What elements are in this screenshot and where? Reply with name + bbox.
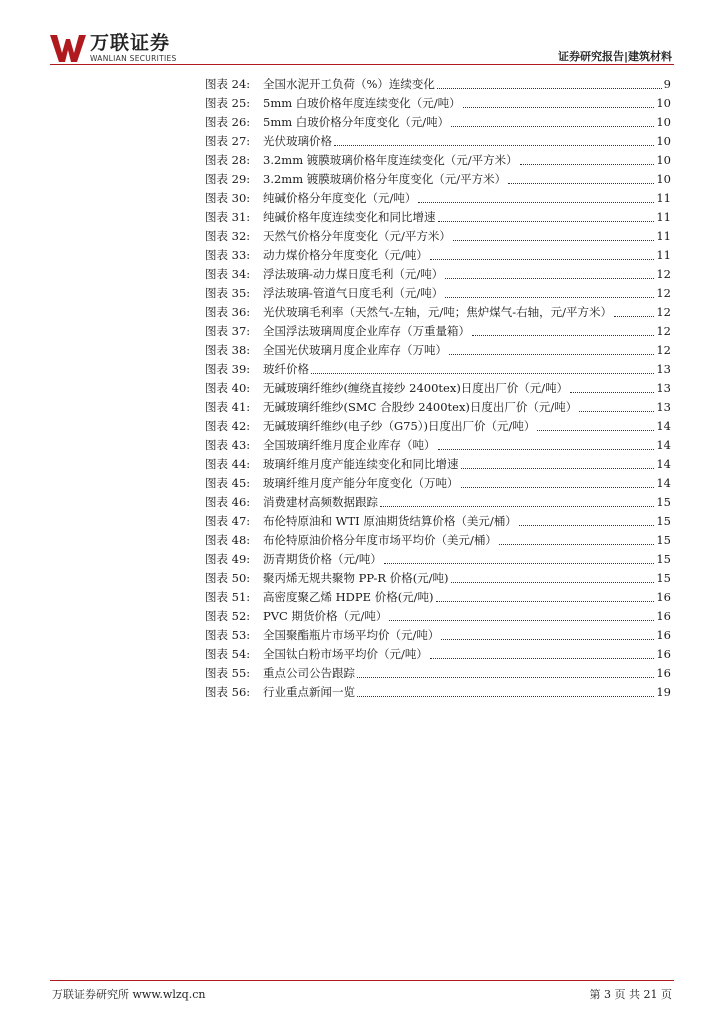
toc-leader-dots: [520, 163, 655, 165]
toc-leader-dots: [438, 448, 655, 450]
toc-figure-label: 图表 40:: [205, 381, 251, 395]
toc-entry[interactable]: [205, 303, 671, 322]
toc-figure-title: 布伦特原油和 WTI 原油期货结算价格（美元/桶）: [263, 514, 517, 528]
toc-figure-title: 高密度聚乙烯 HDPE 价格(元/吨): [263, 590, 434, 604]
toc-leader-dots: [334, 144, 654, 146]
toc-entry[interactable]: [205, 284, 671, 303]
toc-entry[interactable]: [205, 569, 671, 588]
toc-figure-label: 图表 54:: [205, 647, 251, 661]
toc-page-number: 14: [656, 438, 671, 452]
toc-figure-label: 图表 31:: [205, 210, 251, 224]
toc-leader-dots: [438, 220, 655, 222]
toc-page-number: 16: [656, 666, 671, 680]
toc-entry[interactable]: [205, 607, 671, 626]
toc-figure-title: 动力煤价格分年度变化（元/吨）: [263, 248, 428, 262]
toc-entry[interactable]: [205, 474, 671, 493]
toc-figure-label: 图表 56:: [205, 685, 251, 699]
toc-page-number: 11: [656, 191, 671, 205]
toc-figure-label: 图表 47:: [205, 514, 251, 528]
toc-leader-dots: [441, 638, 654, 640]
logo-english-name: WANLIAN SECURITIES: [90, 54, 177, 63]
toc-figure-title: 3.2mm 镀膜玻璃价格年度连续变化（元/平方米）: [263, 153, 518, 167]
toc-leader-dots: [445, 277, 654, 279]
toc-page-number: 15: [656, 495, 671, 509]
toc-entry[interactable]: [205, 151, 671, 170]
toc-entry[interactable]: [205, 512, 671, 531]
toc-entry[interactable]: [205, 626, 671, 645]
toc-figure-label: 图表 50:: [205, 571, 251, 585]
toc-figure-title: 全国浮法玻璃周度企业库存（万重量箱）: [263, 324, 470, 338]
toc-figure-title: 纯碱价格年度连续变化和同比增速: [263, 210, 436, 224]
toc-figure-label: 图表 55:: [205, 666, 251, 680]
toc-figure-label: 图表 41:: [205, 400, 251, 414]
toc-figure-label: 图表 30:: [205, 191, 251, 205]
toc-page-number: 11: [656, 210, 671, 224]
toc-figure-label: 图表 53:: [205, 628, 251, 642]
toc-leader-dots: [430, 258, 654, 260]
toc-entry[interactable]: [205, 189, 671, 208]
toc-page-number: 14: [656, 457, 671, 471]
toc-figure-title: 行业重点新闻一览: [263, 685, 355, 699]
toc-page-number: 16: [656, 590, 671, 604]
toc-leader-dots: [451, 125, 654, 127]
toc-figure-label: 图表 39:: [205, 362, 251, 376]
toc-figure-label: 图表 25:: [205, 96, 251, 110]
toc-figure-label: 图表 26:: [205, 115, 251, 129]
toc-entry[interactable]: [205, 683, 671, 702]
toc-figure-label: 图表 24:: [205, 77, 251, 91]
toc-figure-title: 无碱玻璃纤维纱(SMC 合股纱 2400tex)日度出厂价（元/吨）: [263, 400, 578, 414]
toc-figure-label: 图表 43:: [205, 438, 251, 452]
toc-entry[interactable]: [205, 246, 671, 265]
header-divider: [50, 64, 674, 65]
toc-figure-title: 消费建材高频数据跟踪: [263, 495, 378, 509]
toc-page-number: 11: [656, 229, 671, 243]
toc-figure-title: 光伏玻璃毛利率（天然气-左轴，元/吨；焦炉煤气-右轴，元/平方米）: [263, 305, 613, 319]
toc-page-number: 11: [656, 248, 671, 262]
toc-figure-label: 图表 42:: [205, 419, 251, 433]
footer-divider: [50, 980, 674, 981]
toc-figure-title: 光伏玻璃价格: [263, 134, 332, 148]
toc-figure-title: 浮法玻璃-动力煤日度毛利（元/吨）: [263, 267, 444, 281]
header-separator: |: [623, 50, 628, 63]
toc-figure-label: 图表 32:: [205, 229, 251, 243]
logo-chinese-name: 万联证券: [90, 32, 171, 54]
toc-page-number: 19: [656, 685, 671, 699]
toc-entry[interactable]: [205, 550, 671, 569]
toc-page-number: 13: [656, 362, 671, 376]
toc-page-number: 16: [656, 647, 671, 661]
page-header: [0, 0, 724, 70]
toc-leader-dots: [437, 87, 662, 89]
toc-figure-title: 玻璃纤维月度产能连续变化和同比增速: [263, 457, 459, 471]
toc-figure-title: PVC 期货价格（元/吨）: [263, 609, 388, 623]
toc-figure-title: 5mm 白玻价格年度连续变化（元/吨）: [263, 96, 461, 110]
toc-figure-title: 聚丙烯无规共聚物 PP-R 价格(元/吨): [263, 571, 449, 585]
toc-page-number: 13: [656, 400, 671, 414]
toc-figure-title: 全国钛白粉市场平均价（元/吨）: [263, 647, 428, 661]
toc-figure-label: 图表 34:: [205, 267, 251, 281]
toc-figure-title: 沥青期货价格（元/吨）: [263, 552, 382, 566]
toc-leader-dots: [472, 334, 654, 336]
toc-figure-label: 图表 36:: [205, 305, 251, 319]
toc-figure-label: 图表 28:: [205, 153, 251, 167]
toc-leader-dots: [449, 353, 654, 355]
toc-figure-title: 纯碱价格分年度变化（元/吨）: [263, 191, 417, 205]
toc-entry[interactable]: [205, 265, 671, 284]
toc-figure-title: 玻纤价格: [263, 362, 309, 376]
toc-figure-label: 图表 35:: [205, 286, 251, 300]
toc-leader-dots: [430, 657, 654, 659]
toc-page-number: 12: [656, 305, 671, 319]
toc-figure-label: 图表 29:: [205, 172, 251, 186]
toc-entry[interactable]: [205, 75, 671, 94]
toc-leader-dots: [384, 562, 654, 564]
toc-entry[interactable]: [205, 664, 671, 683]
toc-entry[interactable]: [205, 360, 671, 379]
toc-entry[interactable]: [205, 455, 671, 474]
toc-figure-title: 无碱玻璃纤维纱(电子纱（G75）)日度出厂价（元/吨）: [263, 419, 536, 433]
toc-page-number: 10: [656, 172, 671, 186]
toc-figure-title: 全国玻璃纤维月度企业库存（吨）: [263, 438, 436, 452]
toc-leader-dots: [357, 695, 654, 697]
toc-page-number: 16: [656, 628, 671, 642]
toc-entry[interactable]: [205, 94, 671, 113]
toc-entry[interactable]: [205, 379, 671, 398]
toc-figure-label: 图表 33:: [205, 248, 251, 262]
toc-leader-dots: [380, 505, 654, 507]
toc-leader-dots: [453, 239, 654, 241]
toc-figure-title: 玻璃纤维月度产能分年度变化（万吨）: [263, 476, 459, 490]
toc-entry[interactable]: [205, 113, 671, 132]
toc-leader-dots: [537, 429, 654, 431]
toc-figure-title: 5mm 白玻价格分年度变化（元/吨）: [263, 115, 450, 129]
toc-entry[interactable]: [205, 588, 671, 607]
toc-entry[interactable]: [205, 170, 671, 189]
toc-entry[interactable]: [205, 493, 671, 512]
toc-page-number: 12: [656, 267, 671, 281]
toc-page-number: 15: [656, 514, 671, 528]
toc-figure-title: 3.2mm 镀膜玻璃价格分年度变化（元/平方米）: [263, 172, 507, 186]
toc-page-number: 12: [656, 286, 671, 300]
toc-page-number: 15: [656, 552, 671, 566]
toc-figure-title: 全国光伏玻璃月度企业库存（万吨）: [263, 343, 447, 357]
report-type: 证券研究报告: [557, 50, 624, 63]
toc-leader-dots: [463, 106, 655, 108]
toc-page-number: 13: [656, 381, 671, 395]
toc-leader-dots: [579, 410, 654, 412]
toc-figure-title: 无碱玻璃纤维纱(缠绕直接纱 2400tex)日度出厂价（元/吨）: [263, 381, 569, 395]
toc-figure-title: 浮法玻璃-管道气日度毛利（元/吨）: [263, 286, 444, 300]
toc-figure-label: 图表 44:: [205, 457, 251, 471]
toc-entry[interactable]: [205, 398, 671, 417]
toc-entry[interactable]: [205, 436, 671, 455]
toc-leader-dots: [357, 676, 654, 678]
toc-figure-label: 图表 45:: [205, 476, 251, 490]
toc-leader-dots: [451, 581, 655, 583]
report-category: [558, 48, 672, 64]
toc-figure-label: 图表 51:: [205, 590, 251, 604]
toc-page-number: 14: [656, 419, 671, 433]
toc-figure-label: 图表 48:: [205, 533, 251, 547]
toc-figure-title: 天然气价格分年度变化（元/平方米）: [263, 229, 451, 243]
toc-page-number: 12: [656, 343, 671, 357]
toc-leader-dots: [614, 315, 654, 317]
toc-leader-dots: [389, 619, 654, 621]
toc-leader-dots: [418, 201, 654, 203]
toc-figure-label: 图表 46:: [205, 495, 251, 509]
toc-entry[interactable]: [205, 531, 671, 550]
toc-leader-dots: [519, 524, 655, 526]
wanlian-logo-icon: [50, 33, 86, 63]
toc-page-number: 10: [656, 134, 671, 148]
toc-figure-label: 图表 52:: [205, 609, 251, 623]
toc-figure-label: 图表 38:: [205, 343, 251, 357]
toc-leader-dots: [445, 296, 654, 298]
figure-index-list: [205, 75, 671, 702]
toc-entry[interactable]: [205, 341, 671, 360]
toc-entry[interactable]: [205, 227, 671, 246]
toc-leader-dots: [461, 467, 655, 469]
toc-figure-label: 图表 37:: [205, 324, 251, 338]
toc-figure-label: 图表 27:: [205, 134, 251, 148]
toc-entry[interactable]: [205, 208, 671, 227]
toc-page-number: 14: [656, 476, 671, 490]
toc-page-number: 9: [663, 77, 671, 91]
toc-leader-dots: [499, 543, 654, 545]
toc-figure-label: 图表 49:: [205, 552, 251, 566]
toc-entry[interactable]: [205, 645, 671, 664]
footer-source: 万联证券研究所 www.wlzq.cn: [52, 988, 206, 1001]
toc-page-number: 16: [656, 609, 671, 623]
toc-entry[interactable]: [205, 322, 671, 341]
toc-figure-title: 全国水泥开工负荷（%）连续变化: [263, 77, 435, 91]
company-logo: [50, 33, 200, 63]
toc-page-number: 10: [656, 115, 671, 129]
toc-page-number: 15: [656, 533, 671, 547]
toc-page-number: 15: [656, 571, 671, 585]
toc-leader-dots: [461, 486, 655, 488]
toc-leader-dots: [508, 182, 654, 184]
toc-leader-dots: [436, 600, 655, 602]
page-number: 第 3 页 共 21 页: [589, 988, 672, 1001]
toc-page-number: 10: [656, 153, 671, 167]
toc-page-number: 12: [656, 324, 671, 338]
toc-leader-dots: [570, 391, 654, 393]
toc-figure-title: 重点公司公告跟踪: [263, 666, 355, 680]
industry-name: 建筑材料: [628, 50, 672, 63]
toc-leader-dots: [311, 372, 654, 374]
toc-entry[interactable]: [205, 132, 671, 151]
toc-figure-title: 布伦特原油价格分年度市场平均价（美元/桶）: [263, 533, 497, 547]
toc-entry[interactable]: [205, 417, 671, 436]
toc-figure-title: 全国聚酯瓶片市场平均价（元/吨）: [263, 628, 440, 642]
toc-page-number: 10: [656, 96, 671, 110]
